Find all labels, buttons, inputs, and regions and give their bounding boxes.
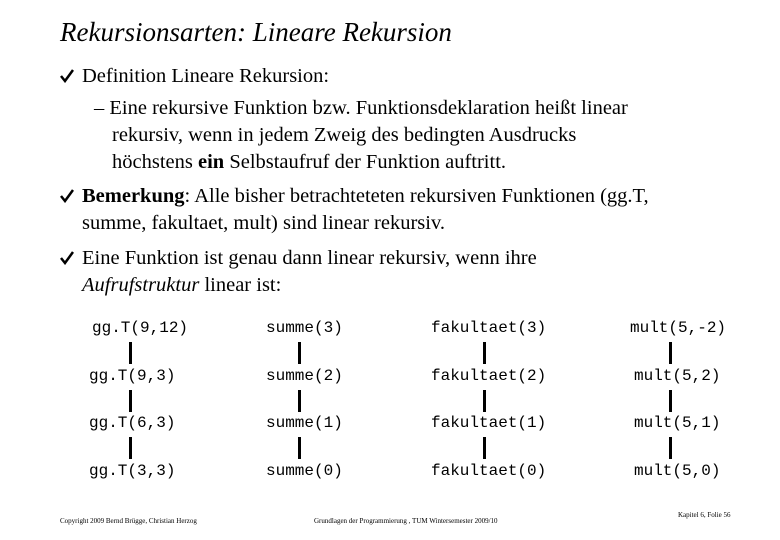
call-mult-4: mult(5,0) [634,462,721,480]
bullet-definition-term: Lineare Rekursion [171,65,324,87]
call-fakultaet-4: fakultaet(0) [431,462,547,480]
slide-title: Rekursionsarten: Lineare Rekursion [60,17,452,47]
call-connector [129,437,132,459]
call-gcd-2: gg.T(9,3) [89,367,176,385]
definition-line-3-bold: ein [197,151,225,173]
call-connector [298,390,301,412]
bullet-structure-rest: linear ist: [199,274,282,296]
call-gcd-1: gg.T(9,12) [92,319,189,337]
call-summe-2: summe(2) [266,367,343,385]
call-connector [483,390,486,412]
definition-line-2: rekursiv, wenn in jedem Zweig des bedingten Ausdrucks [112,124,577,146]
bullet-remark-rest: : Alle bisher betrachteteten rekursiven Funktionen (gg.T, [184,185,649,207]
definition-line-1: – Eine rekursive Funktion bzw. Funktionsdeklaration heißt linear [94,97,628,119]
bullet-remark-line-1 [82,184,649,209]
bullet-structure-italic: Aufrufstruktur [82,274,200,296]
check-mark-icon [60,251,74,265]
call-connector [669,390,672,412]
call-connector [298,342,301,364]
bullet-remark-term: Bemerkung [82,185,185,207]
call-fakultaet-3: fakultaet(1) [431,414,547,432]
call-summe-1: summe(3) [266,319,343,337]
definition-line-3 [112,150,506,175]
call-fakultaet-1: fakultaet(3) [431,319,547,337]
call-gcd-4: gg.T(3,3) [89,462,176,480]
check-mark-icon [60,69,74,83]
call-gcd-3: gg.T(6,3) [89,414,176,432]
call-connector [129,342,132,364]
check-mark-icon [60,189,74,203]
call-fakultaet-2: fakultaet(2) [431,367,547,385]
bullet-definition-lead: Definition [82,65,172,87]
call-connector [298,437,301,459]
footer-course: Grundlagen der Programmierung , TUM Wintersemester 2009/10 [314,517,498,525]
call-connector [129,390,132,412]
definition-line-3-post: Selbstaufruf der Funktion auftritt. [224,151,507,173]
bullet-definition [82,64,329,89]
bullet-remark-line-2: summe, fakultaet, mult) sind linear rekursiv. [82,212,446,234]
footer-slide-number: Kapitel 6, Folie 56 [678,511,731,519]
call-mult-2: mult(5,2) [634,367,721,385]
footer-copyright: Copyright 2009 Bernd Brügge, Christian Herzog [60,517,197,525]
call-connector [669,437,672,459]
call-mult-1: mult(5,-2) [630,319,727,337]
call-connector [483,437,486,459]
bullet-structure-line-2 [82,273,281,298]
call-mult-3: mult(5,1) [634,414,721,432]
definition-line-3-pre: höchstens [112,151,198,173]
call-connector [669,342,672,364]
call-summe-4: summe(0) [266,462,343,480]
bullet-definition-colon: : [323,65,330,87]
call-connector [483,342,486,364]
bullet-structure-line-1: Eine Funktion ist genau dann linear rekursiv, wenn ihre [82,247,537,269]
call-summe-3: summe(1) [266,414,343,432]
